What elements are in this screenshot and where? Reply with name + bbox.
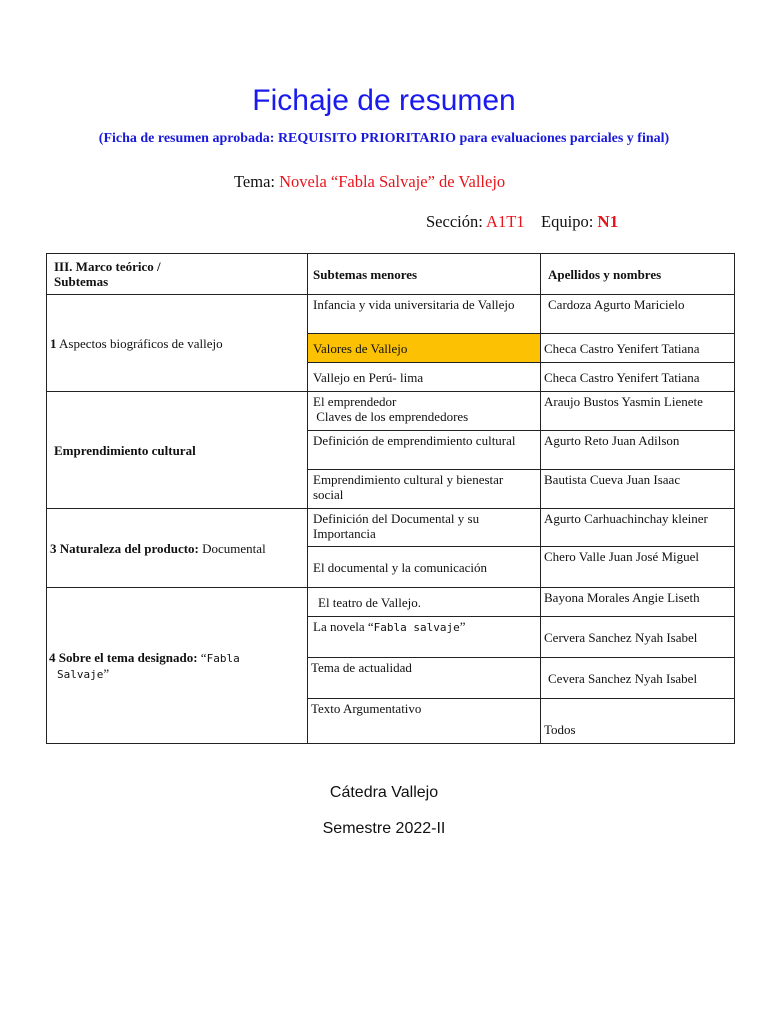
footer-semester: Semestre 2022-II <box>322 820 446 837</box>
header-marco-line1: III. Marco teórico / <box>54 259 161 274</box>
table-row <box>47 588 735 617</box>
name-cell: Chero Valle Juan José Miguel <box>541 547 735 588</box>
section-line <box>426 212 618 232</box>
subtopic-part: Fabla salvaje <box>373 621 460 634</box>
subtopic-cell: El teatro de Vallejo. <box>308 588 541 617</box>
subtopic-cell: Texto Argumentativo <box>308 699 541 744</box>
group-1-label: Aspectos biográficos de vallejo <box>59 335 223 351</box>
subtopic-cell: Tema de actualidad <box>308 658 541 699</box>
subtopic-cell: Emprendimiento cultural y bienestar social <box>308 470 541 509</box>
name-cell: Agurto Carhuachinchay kleiner <box>541 509 735 547</box>
team-label: Equipo: <box>541 212 594 231</box>
group-4-title <box>47 588 308 744</box>
subtopic-part: La novela “ <box>313 619 374 634</box>
group-4-value-part1: Fabla <box>206 651 240 665</box>
name-cell: Araujo Bustos Yasmin Lienete <box>541 392 735 431</box>
group-4-quote-open: “ <box>200 649 207 665</box>
subtopic-cell: Definición de emprendimiento cultural <box>308 431 541 470</box>
subtopic-cell: Infancia y vida universitaria de Vallejo <box>308 295 541 334</box>
section-label: Sección: <box>426 212 483 231</box>
group-3-label: Naturaleza del producto: <box>59 540 199 556</box>
group-4-line1 <box>49 650 302 666</box>
subtopic-cell-highlighted: Valores de Vallejo <box>308 334 541 363</box>
group-4-number: 4 <box>49 649 56 665</box>
subtopic-cell: Definición del Documental y su Importancia <box>308 509 541 547</box>
group-4-line2 <box>49 666 302 682</box>
subtopic-cell: Vallejo en Perú- lima <box>308 363 541 392</box>
table-row <box>47 392 735 431</box>
section-value: A1T1 <box>486 212 525 231</box>
subtopic-line: El emprendedor <box>313 394 397 409</box>
name-cell: Checa Castro Yenifert Tatiana <box>541 334 735 363</box>
name-cell: Checa Castro Yenifert Tatiana <box>541 363 735 392</box>
group-4-quote-close: ” <box>103 665 110 681</box>
table-header-row <box>47 254 735 295</box>
subtopic-cell <box>308 392 541 431</box>
table-row <box>47 295 735 334</box>
header-apellidos-nombres: Apellidos y nombres <box>541 254 735 295</box>
group-4-label: Sobre el tema designado: <box>58 649 198 665</box>
topic-value: Novela “Fabla Salvaje” de Vallejo <box>279 172 506 191</box>
group-4-value-part2: Salvaje <box>57 667 104 681</box>
header-marco-teorico <box>47 254 308 295</box>
group-1-number: 1 <box>50 335 57 351</box>
group-2-title: Emprendimiento cultural <box>47 392 308 509</box>
name-cell: Todos <box>541 699 735 744</box>
name-cell: Bayona Morales Angie Liseth <box>541 588 735 617</box>
table-row <box>47 509 735 547</box>
team-value: N1 <box>597 212 619 231</box>
name-cell: Agurto Reto Juan Adilson <box>541 431 735 470</box>
page-title: Fichaje de resumen <box>252 84 516 117</box>
subtopic-part: ” <box>459 619 466 634</box>
topic-label: Tema: <box>234 172 275 191</box>
subtopic-cell <box>308 617 541 658</box>
name-cell: Cardoza Agurto Maricielo <box>541 295 735 334</box>
group-3-number: 3 <box>50 540 57 556</box>
subtopic-cell: El documental y la comunicación <box>308 547 541 588</box>
group-1-title <box>47 295 308 392</box>
name-cell: Cevera Sanchez Nyah Isabel <box>541 658 735 699</box>
summary-table <box>46 253 735 744</box>
footer-chair: Cátedra Vallejo <box>329 784 439 801</box>
subtopic-line: Claves de los emprendedores <box>313 409 469 424</box>
topic-line <box>234 172 505 192</box>
name-cell: Cervera Sanchez Nyah Isabel <box>541 617 735 658</box>
name-cell: Bautista Cueva Juan Isaac <box>541 470 735 509</box>
header-subtemas-menores: Subtemas menores <box>308 254 541 295</box>
header-marco-line2: Subtemas <box>54 274 109 289</box>
group-3-title <box>47 509 308 588</box>
group-3-value: Documental <box>202 540 266 556</box>
page-subtitle: (Ficha de resumen aprobada: REQUISITO PRIORITARIO para evaluaciones parciales y final) <box>98 131 670 146</box>
